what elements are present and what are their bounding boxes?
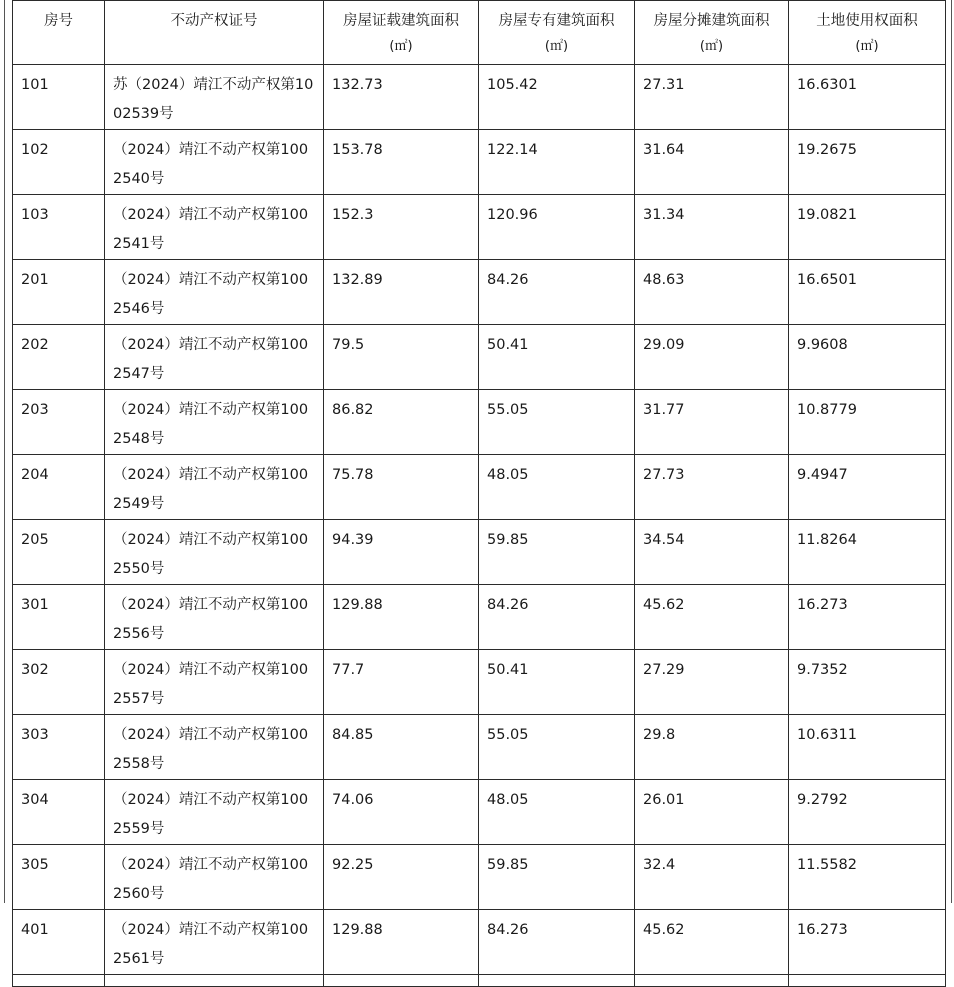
cell-cert: （2024）靖江不动产权第1002548号 bbox=[105, 390, 324, 455]
cell-exclusive-area: 48.05 bbox=[479, 780, 635, 845]
cell-room: 303 bbox=[13, 715, 105, 780]
cell-cert: 苏（2024）靖江不动产权第1002539号 bbox=[105, 65, 324, 130]
header-label: 房屋分摊建筑面积 bbox=[653, 13, 770, 29]
header-cert bbox=[105, 1, 324, 65]
cell-shared-area: 34.54 bbox=[635, 520, 789, 585]
cell-land-area: 9.2792 bbox=[789, 780, 946, 845]
cell-cert-area: 129.88 bbox=[324, 585, 479, 650]
cell-shared-area: 45.62 bbox=[635, 910, 789, 975]
cell-exclusive-area: 50.41 bbox=[479, 650, 635, 715]
table-row bbox=[13, 650, 946, 715]
cell-cert: （2024）靖江不动产权第1002549号 bbox=[105, 455, 324, 520]
cell-exclusive-area: 59.85 bbox=[479, 520, 635, 585]
table-row bbox=[13, 715, 946, 780]
cell-shared-area: 27.31 bbox=[635, 65, 789, 130]
cell-cert-area: 129.88 bbox=[324, 910, 479, 975]
cell-land-area: 9.9608 bbox=[789, 325, 946, 390]
cell-cert-area: 74.06 bbox=[324, 780, 479, 845]
cell-cert: （2024）靖江不动产权第1002557号 bbox=[105, 650, 324, 715]
cell-cert: （2024）靖江不动产权第1002540号 bbox=[105, 130, 324, 195]
cell-exclusive-area: 120.96 bbox=[479, 195, 635, 260]
cell-room: 302 bbox=[13, 650, 105, 715]
cell-land-area: 11.5582 bbox=[789, 845, 946, 910]
cell-shared-area: 31.77 bbox=[635, 390, 789, 455]
cell-empty bbox=[479, 975, 635, 987]
table-row bbox=[13, 195, 946, 260]
cell-cert: （2024）靖江不动产权第1002546号 bbox=[105, 260, 324, 325]
cell-shared-area: 29.09 bbox=[635, 325, 789, 390]
cell-cert-area: 84.85 bbox=[324, 715, 479, 780]
cell-exclusive-area: 122.14 bbox=[479, 130, 635, 195]
table-row bbox=[13, 780, 946, 845]
table-row bbox=[13, 390, 946, 455]
cell-cert-area: 92.25 bbox=[324, 845, 479, 910]
header-label: 房屋证载建筑面积 bbox=[343, 13, 459, 29]
cell-shared-area: 26.01 bbox=[635, 780, 789, 845]
cell-cert-area: 94.39 bbox=[324, 520, 479, 585]
cell-empty bbox=[13, 975, 105, 987]
cell-exclusive-area: 84.26 bbox=[479, 910, 635, 975]
table-row bbox=[13, 130, 946, 195]
cell-land-area: 19.2675 bbox=[789, 130, 946, 195]
cell-room: 301 bbox=[13, 585, 105, 650]
cell-shared-area: 32.4 bbox=[635, 845, 789, 910]
cell-shared-area: 48.63 bbox=[635, 260, 789, 325]
table-header-row bbox=[13, 1, 946, 65]
property-table bbox=[12, 0, 946, 987]
table-row bbox=[13, 325, 946, 390]
header-cert-area bbox=[324, 1, 479, 65]
cell-land-area: 16.6301 bbox=[789, 65, 946, 130]
cell-empty bbox=[105, 975, 324, 987]
cell-cert-area: 77.7 bbox=[324, 650, 479, 715]
header-room bbox=[13, 1, 105, 65]
cell-room: 202 bbox=[13, 325, 105, 390]
cell-empty bbox=[789, 975, 946, 987]
cell-room: 101 bbox=[13, 65, 105, 130]
cell-land-area: 16.273 bbox=[789, 910, 946, 975]
cell-cert: （2024）靖江不动产权第1002558号 bbox=[105, 715, 324, 780]
cell-land-area: 9.7352 bbox=[789, 650, 946, 715]
table-row bbox=[13, 260, 946, 325]
cell-cert-area: 79.5 bbox=[324, 325, 479, 390]
cell-land-area: 19.0821 bbox=[789, 195, 946, 260]
cell-room: 201 bbox=[13, 260, 105, 325]
cell-empty bbox=[324, 975, 479, 987]
table-row bbox=[13, 65, 946, 130]
cell-room: 304 bbox=[13, 780, 105, 845]
table-row-partial bbox=[13, 975, 946, 987]
cell-cert: （2024）靖江不动产权第1002561号 bbox=[105, 910, 324, 975]
table-row bbox=[13, 455, 946, 520]
cell-shared-area: 31.64 bbox=[635, 130, 789, 195]
cell-cert: （2024）靖江不动产权第1002560号 bbox=[105, 845, 324, 910]
cell-land-area: 10.6311 bbox=[789, 715, 946, 780]
cell-land-area: 11.8264 bbox=[789, 520, 946, 585]
header-label: 房号 bbox=[44, 13, 73, 29]
cell-room: 102 bbox=[13, 130, 105, 195]
cell-empty bbox=[635, 975, 789, 987]
cell-exclusive-area: 105.42 bbox=[479, 65, 635, 130]
cell-exclusive-area: 59.85 bbox=[479, 845, 635, 910]
cell-exclusive-area: 84.26 bbox=[479, 585, 635, 650]
header-unit: (㎡) bbox=[544, 39, 569, 54]
header-exclusive-area bbox=[479, 1, 635, 65]
header-land-area bbox=[789, 1, 946, 65]
cell-shared-area: 29.8 bbox=[635, 715, 789, 780]
cell-land-area: 16.6501 bbox=[789, 260, 946, 325]
cell-exclusive-area: 48.05 bbox=[479, 455, 635, 520]
cell-land-area: 16.273 bbox=[789, 585, 946, 650]
cell-room: 205 bbox=[13, 520, 105, 585]
cell-cert-area: 132.73 bbox=[324, 65, 479, 130]
cell-room: 203 bbox=[13, 390, 105, 455]
cell-exclusive-area: 55.05 bbox=[479, 715, 635, 780]
table-row bbox=[13, 845, 946, 910]
cell-cert: （2024）靖江不动产权第1002556号 bbox=[105, 585, 324, 650]
cell-cert-area: 132.89 bbox=[324, 260, 479, 325]
table-row bbox=[13, 585, 946, 650]
cell-cert-area: 86.82 bbox=[324, 390, 479, 455]
cell-cert: （2024）靖江不动产权第1002550号 bbox=[105, 520, 324, 585]
cell-room: 204 bbox=[13, 455, 105, 520]
header-unit: (㎡) bbox=[855, 39, 879, 54]
cell-shared-area: 27.73 bbox=[635, 455, 789, 520]
cell-cert-area: 152.3 bbox=[324, 195, 479, 260]
cell-room: 305 bbox=[13, 845, 105, 910]
header-label: 不动产权证号 bbox=[170, 13, 258, 29]
cell-cert: （2024）靖江不动产权第1002541号 bbox=[105, 195, 324, 260]
header-shared-area bbox=[635, 1, 789, 65]
cell-exclusive-area: 84.26 bbox=[479, 260, 635, 325]
cell-shared-area: 31.34 bbox=[635, 195, 789, 260]
header-unit: (㎡) bbox=[389, 39, 413, 54]
table-row bbox=[13, 520, 946, 585]
header-unit: (㎡) bbox=[699, 39, 724, 54]
table-body bbox=[13, 65, 946, 987]
cell-cert-area: 153.78 bbox=[324, 130, 479, 195]
cell-cert-area: 75.78 bbox=[324, 455, 479, 520]
header-label: 土地使用权面积 bbox=[816, 13, 918, 29]
cell-exclusive-area: 55.05 bbox=[479, 390, 635, 455]
cell-room: 103 bbox=[13, 195, 105, 260]
cell-exclusive-area: 50.41 bbox=[479, 325, 635, 390]
cell-cert: （2024）靖江不动产权第1002559号 bbox=[105, 780, 324, 845]
cell-cert: （2024）靖江不动产权第1002547号 bbox=[105, 325, 324, 390]
cell-land-area: 9.4947 bbox=[789, 455, 946, 520]
cell-shared-area: 45.62 bbox=[635, 585, 789, 650]
table-row bbox=[13, 910, 946, 975]
cell-land-area: 10.8779 bbox=[789, 390, 946, 455]
cell-room: 401 bbox=[13, 910, 105, 975]
cell-shared-area: 27.29 bbox=[635, 650, 789, 715]
header-label: 房屋专有建筑面积 bbox=[498, 13, 615, 29]
